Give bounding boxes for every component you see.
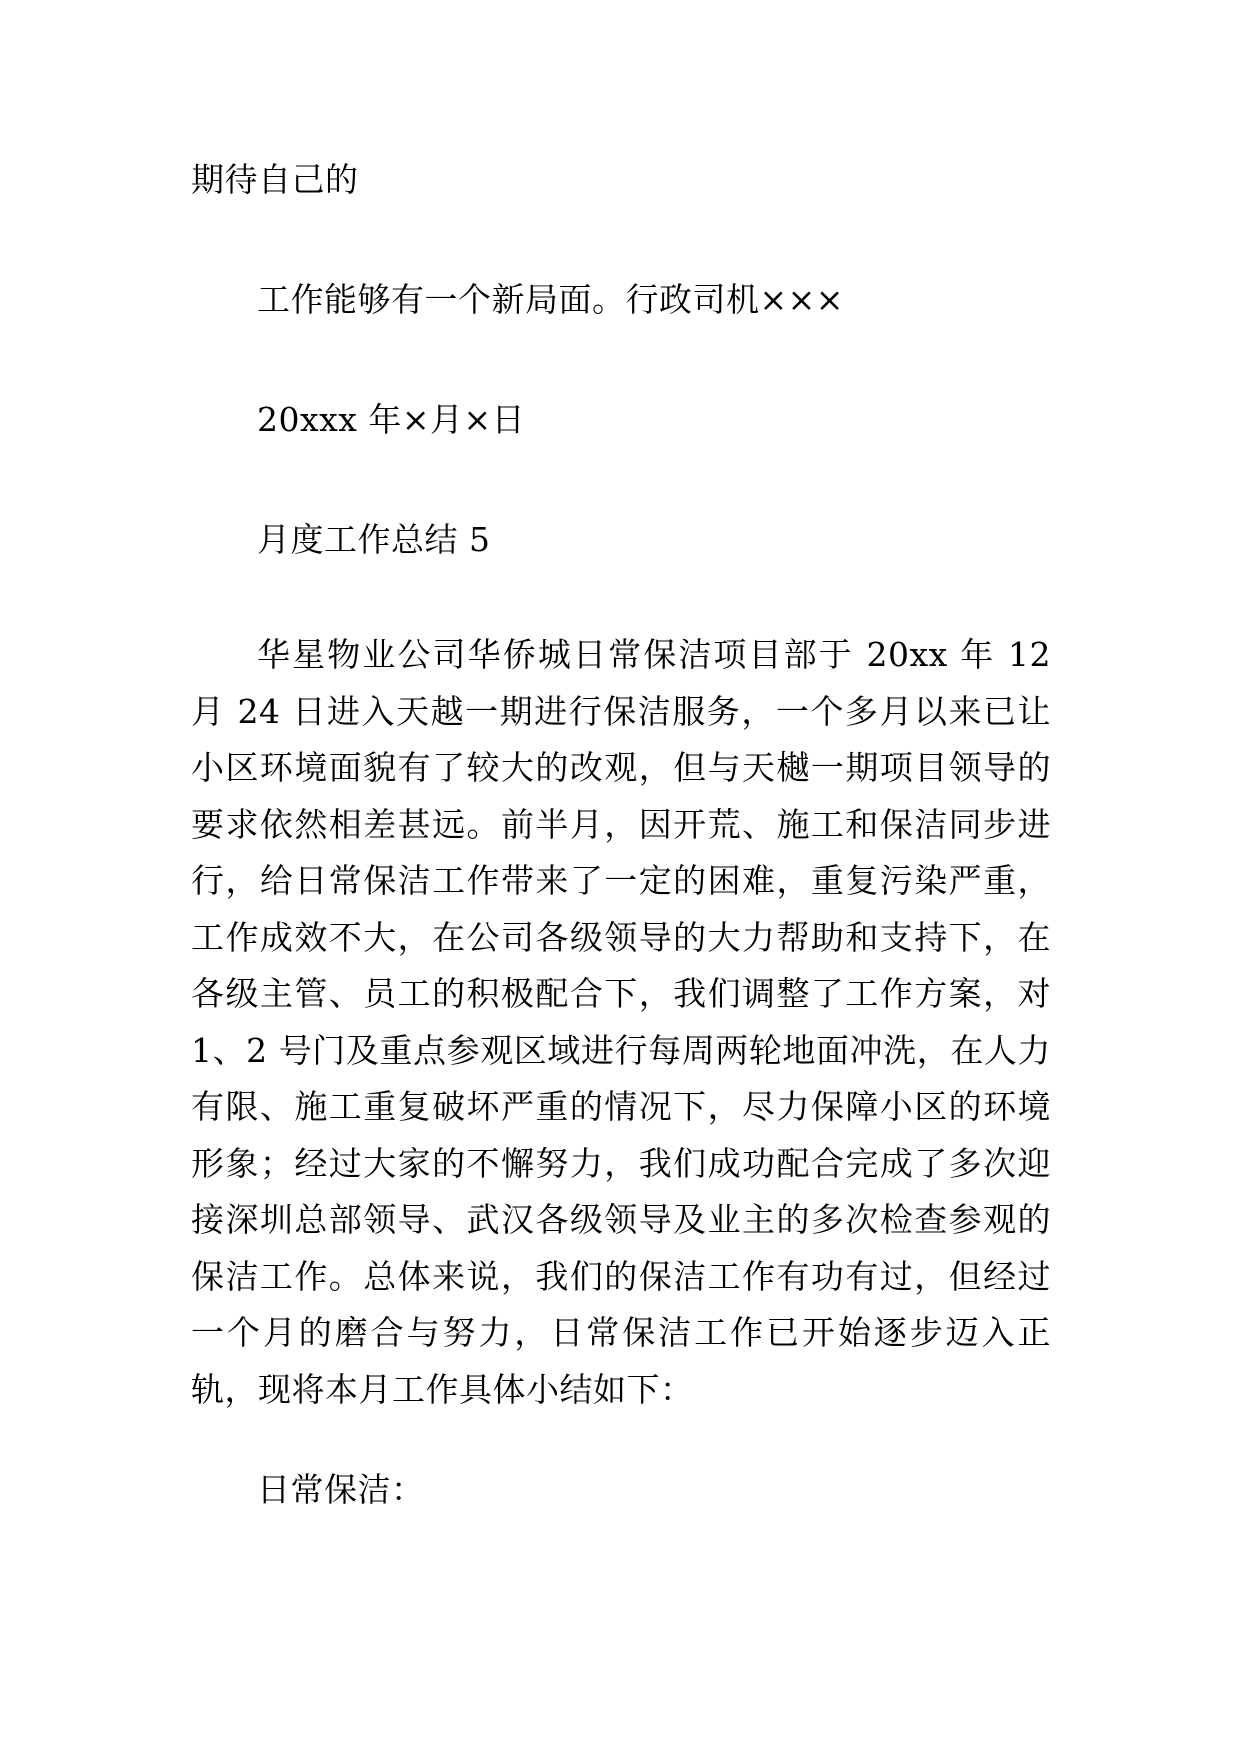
continuation-line: 期待自己的 bbox=[191, 160, 359, 199]
closing-line: 工作能够有一个新局面。行政司机××× bbox=[257, 280, 844, 319]
date-line: 20xxx 年×月×日 bbox=[257, 400, 526, 439]
section-title: 月度工作总结 5 bbox=[257, 520, 491, 559]
body-paragraph: 华星物业公司华侨城日常保洁项目部于 20xx 年 12 月 24 日进入天越一期进行保洁服务，一个多月以来已让小区环境面貌有了较大的改观，但与天樾一期项目领导的要求依然相差甚远。前半月，因开荒、施工和保洁同步进行，给日常保洁工作带来了一定的困难，重复污染严重，工作成效不大，在公司各级领导的大力帮助和支持下，在各级主管、员工的积极配合下，我们调整了工作方案，对 1、2 号门及重点参观区域进行每周两轮地面冲洗，在人力有限、施工重复破坏严重的情况下，尽力保障小区的环境形象；经过大家的不懈努力，我们成功配合完成了多次迎接深圳总部领导、武汉各级领导及业主的多次检查参观的保洁工作。总体来说，我们的保洁工作有功有过，但经过一个月的磨合与努力，日常保洁工作已开始逐步迈入正轨，现将本月工作具体小结如下： bbox=[191, 635, 1051, 1409]
subheading: 日常保洁： bbox=[257, 1470, 425, 1509]
